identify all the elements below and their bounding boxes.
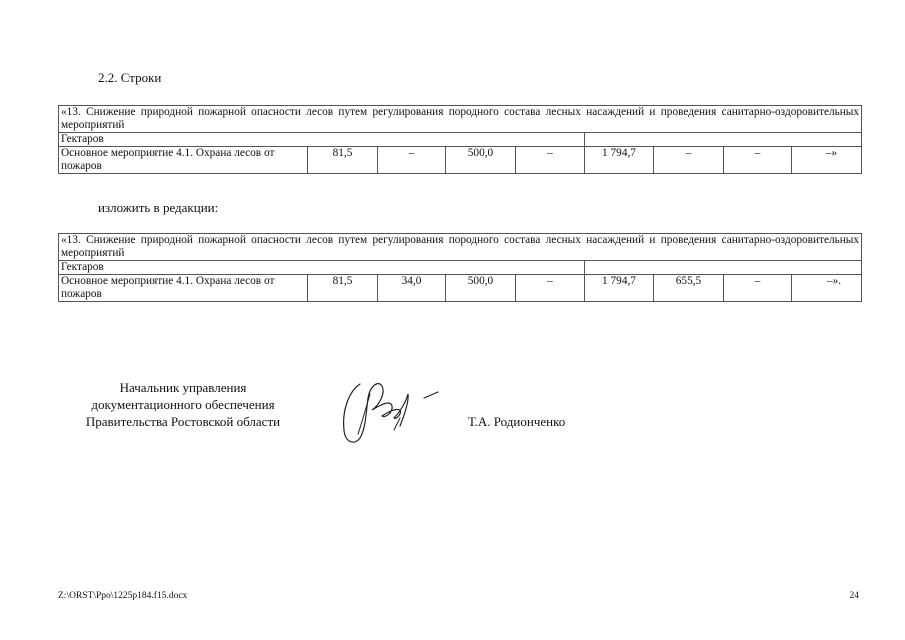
table-cell-value: –	[378, 147, 446, 174]
table-cell-value: 655,5	[654, 275, 724, 302]
table-cell-value: –	[654, 147, 724, 174]
position-line: Правительства Ростовской области	[85, 414, 281, 429]
table-cell-value: –	[724, 275, 792, 302]
table-cell-label: Основное мероприятие 4.1. Охрана лесов от пожаров	[59, 275, 308, 302]
table-cell-value: 500,0	[446, 147, 516, 174]
position-line: Начальник управления	[119, 380, 247, 395]
section-heading: 2.2. Строки	[98, 70, 162, 85]
signatory-name: Т.А. Родионченко	[468, 414, 566, 429]
table-cell-value: 81,5	[308, 147, 378, 174]
table-cell-value: –»	[792, 147, 862, 174]
table-row	[59, 147, 862, 174]
table-cell-value: 1 794,7	[585, 147, 654, 174]
table-cell-value: –	[516, 275, 585, 302]
handwritten-signature	[330, 372, 442, 450]
table-row-title: «13. Снижение природной пожарной опасности лесов путем регулирования породного состава лесных насаждений и проведения санитарно-оздоровительных мероприятий	[59, 106, 862, 133]
table-cell-value: 1 794,7	[585, 275, 654, 302]
table-cell-empty	[585, 261, 862, 275]
table-cell-value: –	[724, 147, 792, 174]
replace-heading: изложить в редакции:	[98, 200, 219, 215]
table-cell-label: Основное мероприятие 4.1. Охрана лесов от пожаров	[59, 147, 308, 174]
table-cell-value: 500,0	[446, 275, 516, 302]
signatory-position	[58, 379, 308, 430]
table-cell-value: 34,0	[378, 275, 446, 302]
footer-file-path: Z:\ORST\Ppo\1225p184.f15.docx	[58, 591, 188, 601]
position-line: документационного обеспечения	[91, 397, 275, 412]
table-row	[59, 275, 862, 302]
table-new-rows	[58, 233, 862, 302]
table-cell-value: –	[516, 147, 585, 174]
page-number: 24	[849, 591, 859, 601]
table-row-unit: Гектаров	[59, 133, 585, 147]
table-original-rows	[58, 105, 862, 174]
table-row-unit: Гектаров	[59, 261, 585, 275]
table-cell-value: –».	[792, 275, 862, 302]
table-cell-value: 81,5	[308, 275, 378, 302]
table-row-title: «13. Снижение природной пожарной опасности лесов путем регулирования породного состава лесных насаждений и проведения санитарно-оздоровительных мероприятий	[59, 234, 862, 261]
table-cell-empty	[585, 133, 862, 147]
